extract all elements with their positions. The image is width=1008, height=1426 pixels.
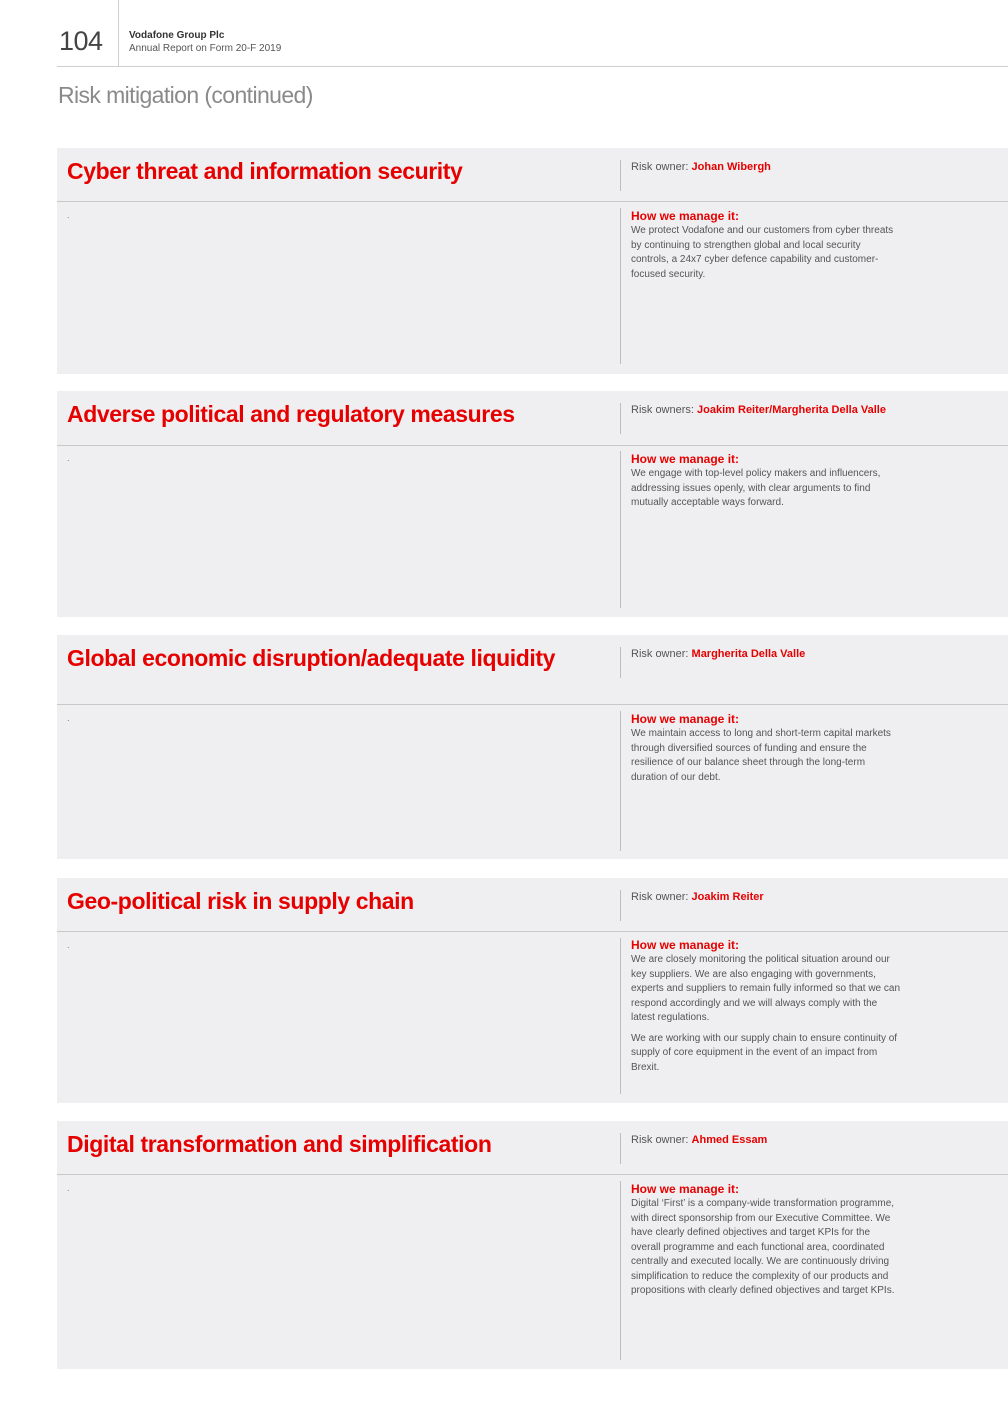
- risk-card-cyber: [57, 148, 1008, 374]
- card-rule: [57, 931, 1008, 932]
- page-number: 104: [59, 26, 103, 56]
- body-divider: [620, 1181, 621, 1360]
- body-divider: [620, 451, 621, 608]
- how-we-manage-text: We are working with our supply chain to ensure continuity of supply of core equipment in the event of an impact from Brexit.: [631, 1032, 898, 1073]
- card-rule: [57, 1174, 1008, 1175]
- card-rule: [57, 201, 1008, 202]
- card-rule: [57, 445, 1008, 446]
- risk-title: Cyber threat and information security: [67, 158, 463, 184]
- risk-owner: [631, 891, 764, 903]
- owner-divider: [620, 160, 621, 191]
- risk-owner: [631, 161, 771, 173]
- risk-owner-name: Joakim Reiter/Margherita Della Valle: [697, 404, 886, 416]
- page-title: Risk mitigation (continued): [58, 82, 313, 108]
- how-we-manage-title: How we manage it:: [631, 452, 740, 466]
- body-divider: [620, 208, 621, 364]
- report-name: Annual Report on Form 20-F 2019: [129, 43, 282, 54]
- left-column-marker: .: [67, 1183, 70, 1193]
- how-we-manage-text: We protect Vodafone and our customers from cyber threats by continuing to strengthen global and local security controls, a 24x7 cyber defence capability and customer-focused security.: [631, 225, 894, 280]
- risk-card-supply-chain: [57, 878, 1008, 1103]
- how-we-manage-text: We are closely monitoring the political situation around our key suppliers. We are also engaging with governments, experts and suppliers to remain fully informed so that we can respond accordingly and we will always comply with the latest regulations.: [631, 954, 901, 1023]
- left-column-marker: .: [67, 453, 70, 463]
- body-divider: [620, 938, 621, 1094]
- how-we-manage: [631, 712, 901, 791]
- how-we-manage: [631, 452, 901, 517]
- owner-divider: [620, 647, 621, 678]
- risk-owner: [631, 404, 886, 416]
- risk-owner-label: Risk owner:: [631, 648, 689, 660]
- how-we-manage-title: How we manage it:: [631, 1182, 740, 1196]
- how-we-manage: [631, 938, 901, 1081]
- risk-owner: [631, 648, 805, 660]
- risk-owner-label: Risk owner:: [631, 891, 689, 903]
- how-we-manage-text: We maintain access to long and short-term capital markets through diversified sources of funding and ensure the resilience of our balance sheet through the long-term duration of our debt.: [631, 728, 891, 783]
- risk-owner-label: Risk owners:: [631, 404, 694, 416]
- risk-title: Digital transformation and simplification: [67, 1131, 492, 1157]
- left-column-marker: .: [67, 713, 70, 723]
- risk-owner-label: Risk owner:: [631, 161, 689, 173]
- header-rule: [57, 66, 1008, 67]
- owner-divider: [620, 403, 621, 434]
- left-column-marker: .: [67, 210, 70, 220]
- how-we-manage-title: How we manage it:: [631, 712, 740, 726]
- left-column-marker: .: [67, 940, 70, 950]
- risk-title: Adverse political and regulatory measures: [67, 401, 515, 427]
- risk-owner-label: Risk owner:: [631, 1134, 689, 1146]
- risk-card-economic: [57, 635, 1008, 859]
- risk-owner-name: Joakim Reiter: [691, 891, 764, 903]
- risk-owner-name: Margherita Della Valle: [691, 648, 806, 660]
- how-we-manage-title: How we manage it:: [631, 938, 740, 952]
- risk-card-digital: [57, 1121, 1008, 1369]
- risk-title: Geo-political risk in supply chain: [67, 888, 414, 914]
- how-we-manage: [631, 1182, 901, 1305]
- body-divider: [620, 711, 621, 851]
- how-we-manage-text: We engage with top-level policy makers and influencers, addressing issues openly, with clear arguments to find mutually acceptable ways forward.: [631, 468, 881, 508]
- owner-divider: [620, 890, 621, 921]
- risk-title: Global economic disruption/adequate liquidity: [67, 645, 556, 671]
- header-divider: [118, 0, 119, 66]
- how-we-manage-text: Digital ‘First’ is a company-wide transformation programme, with direct sponsorship from our Executive Committee. We have clearly defined objectives and target KPIs for the overall programme and each functional area, coordinated centrally and executed locally. We are continuously driving simplification to reduce the complexity of our products and propositions with clearly defined objectives and target KPIs.: [631, 1198, 895, 1296]
- how-we-manage: [631, 209, 901, 288]
- how-we-manage-title: How we manage it:: [631, 209, 740, 223]
- company-name: Vodafone Group Plc: [129, 30, 225, 41]
- owner-divider: [620, 1133, 621, 1164]
- risk-owner: [631, 1134, 767, 1146]
- risk-owner-name: Johan Wibergh: [691, 161, 771, 173]
- risk-card-political: [57, 391, 1008, 617]
- card-rule: [57, 704, 1008, 705]
- risk-owner-name: Ahmed Essam: [691, 1134, 768, 1146]
